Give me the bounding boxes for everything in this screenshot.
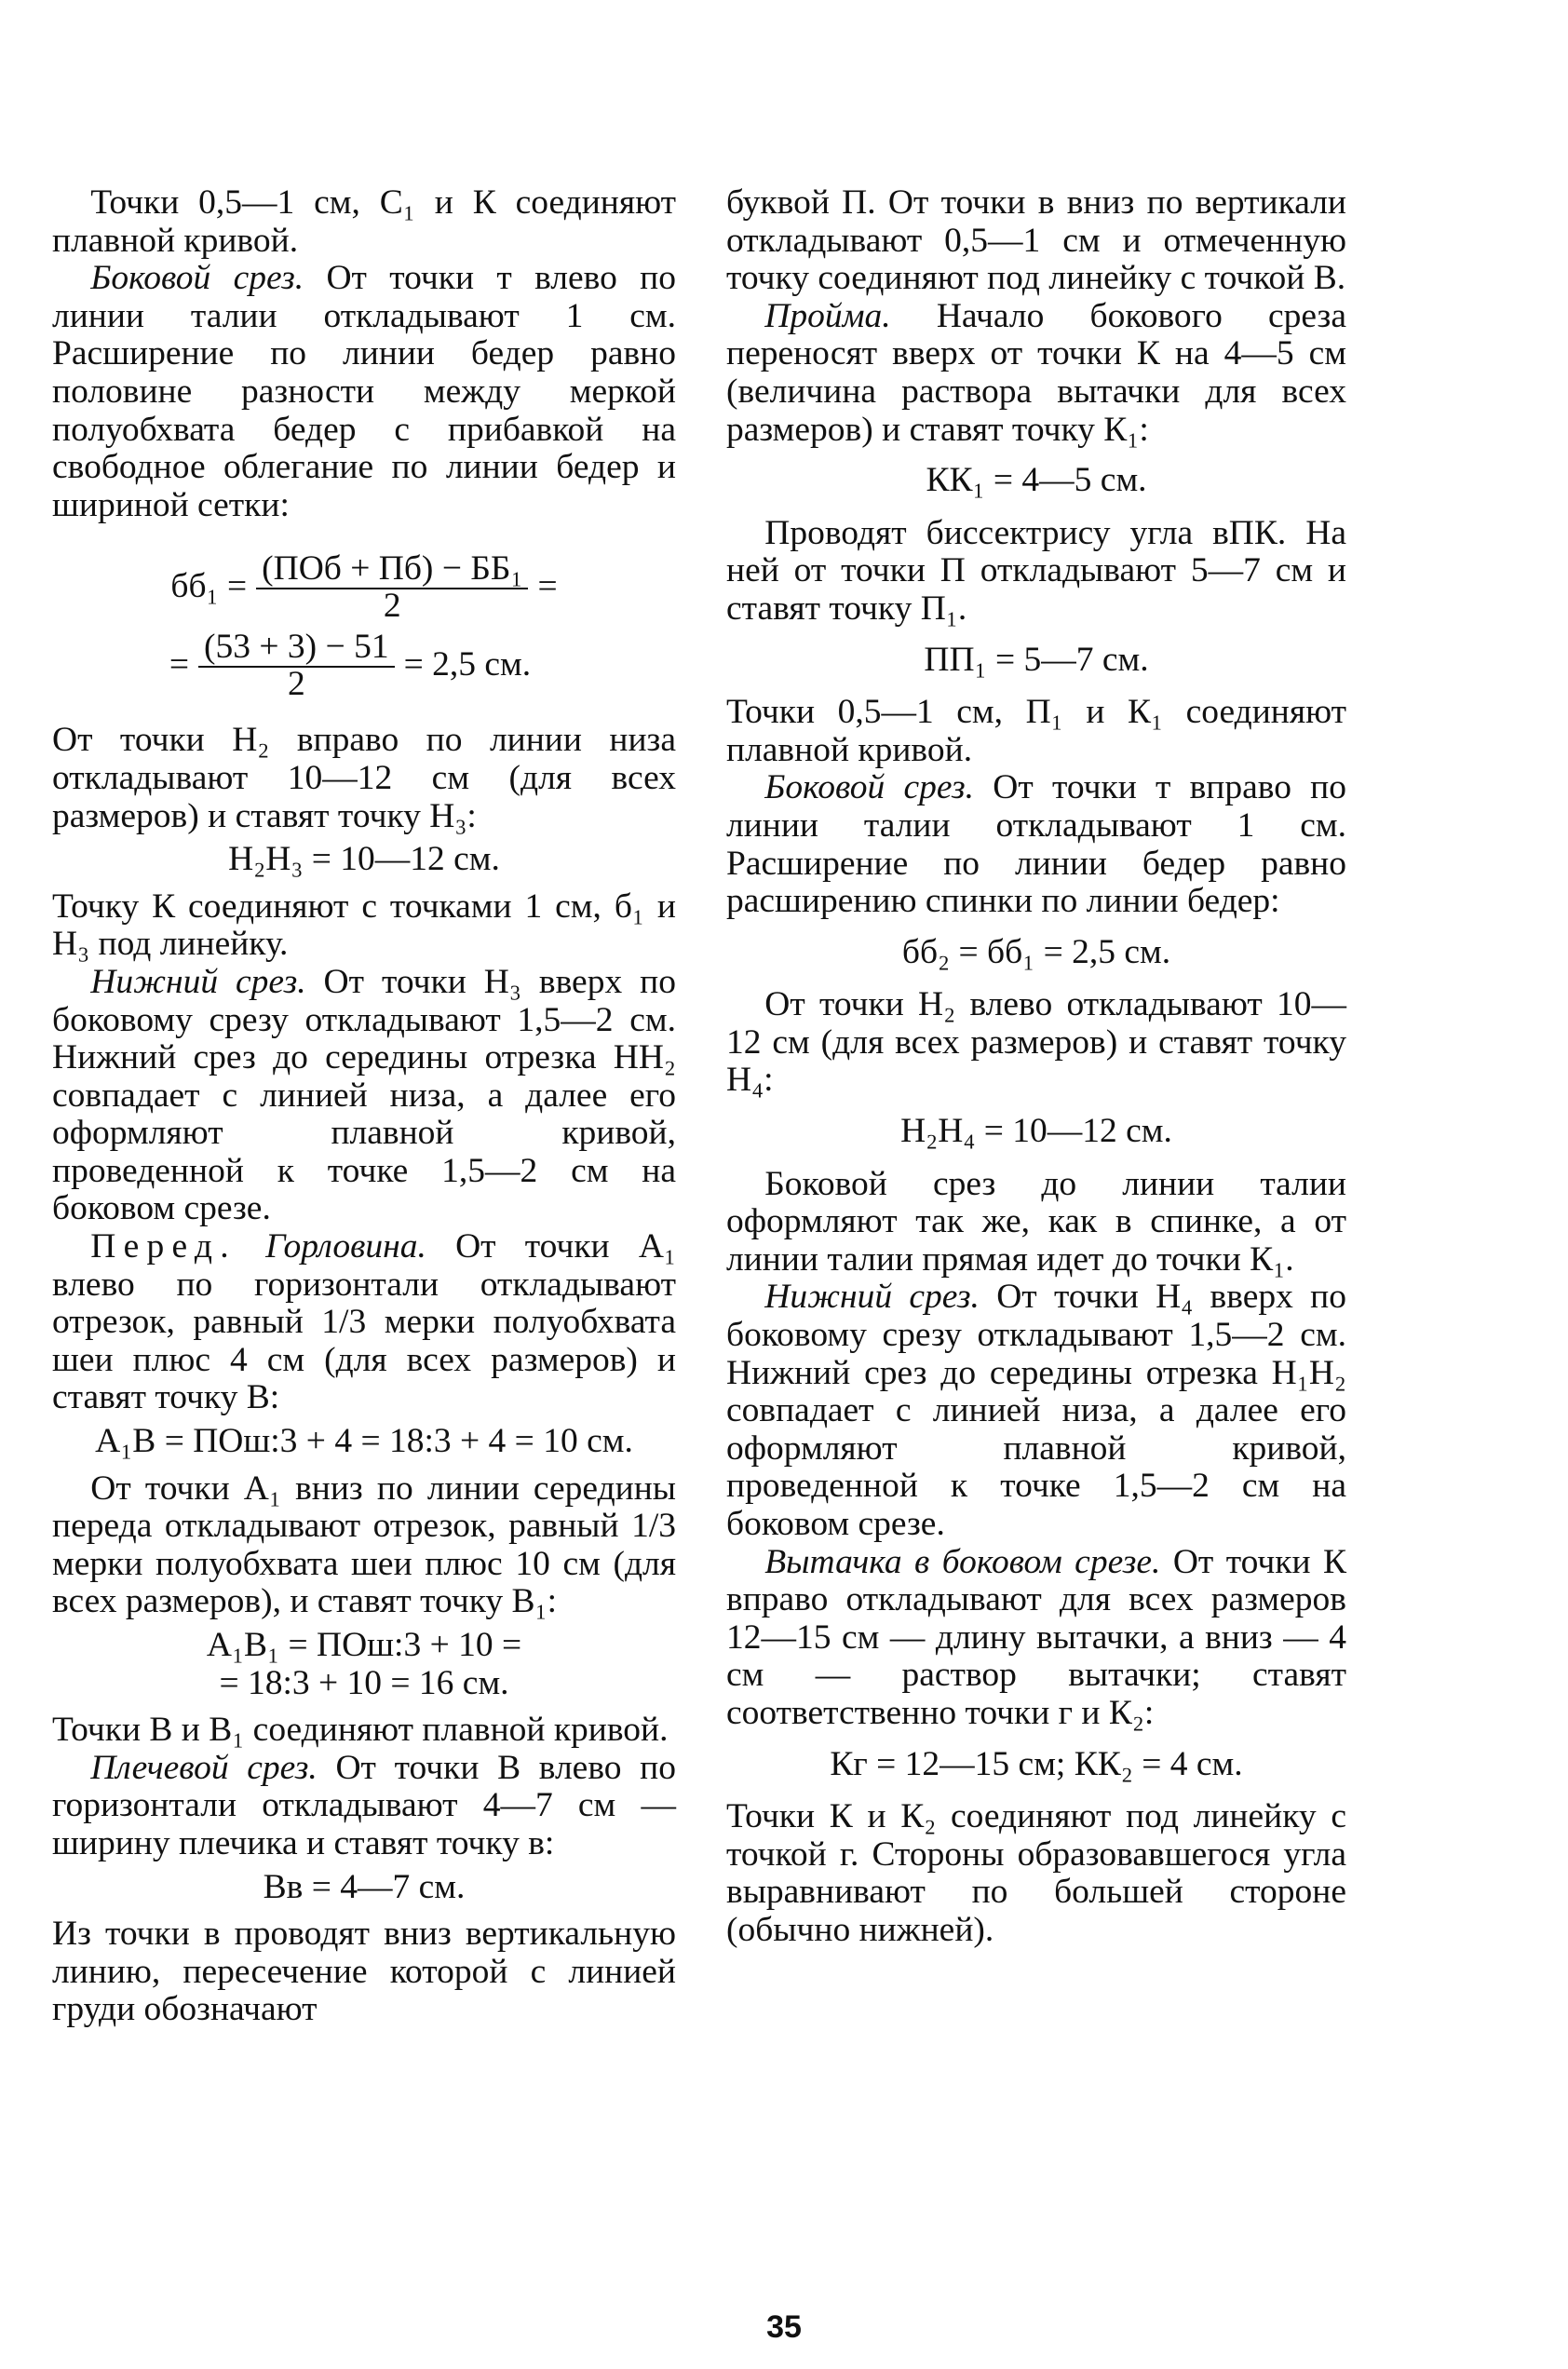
right-column [726,184,1346,1950]
formula: ПП₁ = 5—7 см. [924,640,1149,679]
paragraph-text: Начало бокового среза переносят вверх от точки К на 4—5 см (величина раствора вытачки для всех размеров) и ставят точку К₁: [726,296,1346,449]
paragraph-text: От точки А₁ влево по горизонтали откладывают отрезок, равный 1/3 мерки полуобхвата шеи плюс 4 см (для всех размеров) и ставят точку В: [52,1227,676,1417]
paragraph: Точки 0,5—1 см, П₁ и К₁ соединяют плавной кривой. [726,693,1346,769]
paragraph: Точки 0,5—1 см, С₁ и К соединяют плавной кривой. [52,183,676,260]
section-heading: Нижний срез. [764,1278,980,1317]
paragraph: Точку К соединяют с точками 1 см, б₁ и Н₃ под линейку. [52,887,676,964]
paragraph: Проводят биссектрису угла вПК. На ней от точки П откладывают 5—7 см и ставят точку П₁. [726,513,1346,628]
section-heading: Пройма. [764,296,891,335]
formula: Н₂Н₄ = 10—12 см. [900,1112,1172,1151]
paragraph-text: От точки Н₄ вверх по боковому срезу откладывают 1,5—2 см. Нижний срез до середины отрезка Н₁Н₂ совпадает с линией низа, а далее его оформляют плавной кривой, проведенной к точке 1,5—2 см на боковом срезе. [726,1278,1346,1543]
paragraph: Боковой срез до линии талии оформляют так же, как в спинке, а от линии талии прямая идет до точки К₁. [726,1164,1346,1279]
section-title: Перед. [90,1227,237,1266]
formula-tail: = 2,5 см. [403,645,532,684]
paragraph [726,1279,1346,1543]
paragraph-text: От точки В влево по горизонтали откладывают 4—7 см — ширину плечика и ставят точку в: [52,1748,676,1862]
fraction [198,628,395,704]
paragraph [52,260,676,524]
formula-lhs: = [169,645,190,684]
fraction-numerator: (53 + 3) − 51 [198,629,395,668]
paragraph: От точки А₁ вниз по линии середины переда откладывают отрезок, равный 1/3 мерки полуобхвата шеи плюс 10 см (для всех размеров), и ставят точку В₁: [52,1469,676,1621]
formula: Вв = 4—7 см. [263,1867,466,1906]
paragraph-text: От точки Н₃ вверх по боковому срезу откладывают 1,5—2 см. Нижний срез до середины отрезка НН₂ совпадает с линией низа, а далее его оформляют плавной кривой, проведенной к точке 1,5—2 см на боковом срезе. [52,962,676,1228]
section-heading: Нижний срез. [90,962,306,1001]
formula-tail: = [537,567,558,606]
paragraph: Точки В и В₁ соединяют плавной кривой. [52,1711,669,1750]
paragraph [52,964,676,1228]
paragraph [52,1750,676,1863]
paragraph: От точки Н₂ вправо по линии низа откладывают 10—12 см (для всех размеров) и ставят точку Н₃: [52,721,676,835]
paragraph: буквой П. От точки в вниз по вертикали откладывают 0,5—1 см и отмеченную точку соединяют под линейку с точкой В. [726,183,1346,298]
formula: А₁В₁ = ПОш:3 + 10 = [206,1626,522,1664]
formula: КК₁ = 4—5 см. [926,461,1147,500]
fraction-denominator: 2 [383,587,401,626]
fraction [256,549,528,626]
section-heading: Горловина. [236,1227,426,1266]
paragraph: Из точки в проводят вниз вертикальную линию, пересечение которой с линией груди обозначают [52,1915,676,2029]
paragraph-text: От точки К вправо откладывают для всех размеров 12—15 см — длину вытачки, а вниз — 4 см — раствор вытачки; ставят соответственно точки г и К₂: [726,1542,1346,1732]
fraction-denominator: 2 [287,665,305,704]
formula-lhs: бб₁ = [170,567,248,606]
formula-line [52,549,676,626]
paragraph [726,769,1346,920]
formula: = 18:3 + 10 = 16 см. [219,1663,509,1702]
formula: Н₂Н₃ = 10—12 см. [228,840,500,879]
formula: А₁В = ПОш:3 + 4 = 18:3 + 4 = 10 см. [95,1422,633,1461]
paragraph [52,1228,676,1417]
paragraph [726,298,1346,449]
fraction-numerator: (ПОб + Пб) − ББ₁ [256,550,528,589]
section-heading: Боковой срез. [90,259,304,298]
paragraph: Точки К и К₂ соединяют под линейку с точкой г. Стороны образовавшегося угла выравнивают по большей стороне (обычно нижней). [726,1797,1346,1949]
formula-fraction [52,549,676,704]
formula: Кг = 12—15 см; КК₂ = 4 см. [830,1744,1243,1783]
paragraph-text: От точки т вправо по линии талии откладывают 1 см. Расширение по линии бедер равно расширению спинки по линии бедер: [726,768,1346,921]
formula: бб₂ = бб₁ = 2,5 см. [901,932,1171,971]
paragraph-text: От точки т влево по линии талии откладывают 1 см. Расширение по линии бедер равно половине разности между меркой полуобхвата бедер с прибавкой на свободное облегание по линии бедер и шириной сетки: [52,259,676,524]
section-heading: Боковой срез. [764,768,975,807]
paragraph: От точки Н₂ влево откладывают 10—12 см (для всех размеров) и ставят точку Н₄: [726,985,1346,1100]
left-column [52,184,676,2029]
page-number: 35 [766,2309,802,2345]
section-heading: Вытачка в боковом срезе. [764,1542,1161,1581]
formula-line [52,628,676,704]
section-heading: Плечевой срез. [90,1748,318,1787]
paragraph [726,1544,1346,1733]
